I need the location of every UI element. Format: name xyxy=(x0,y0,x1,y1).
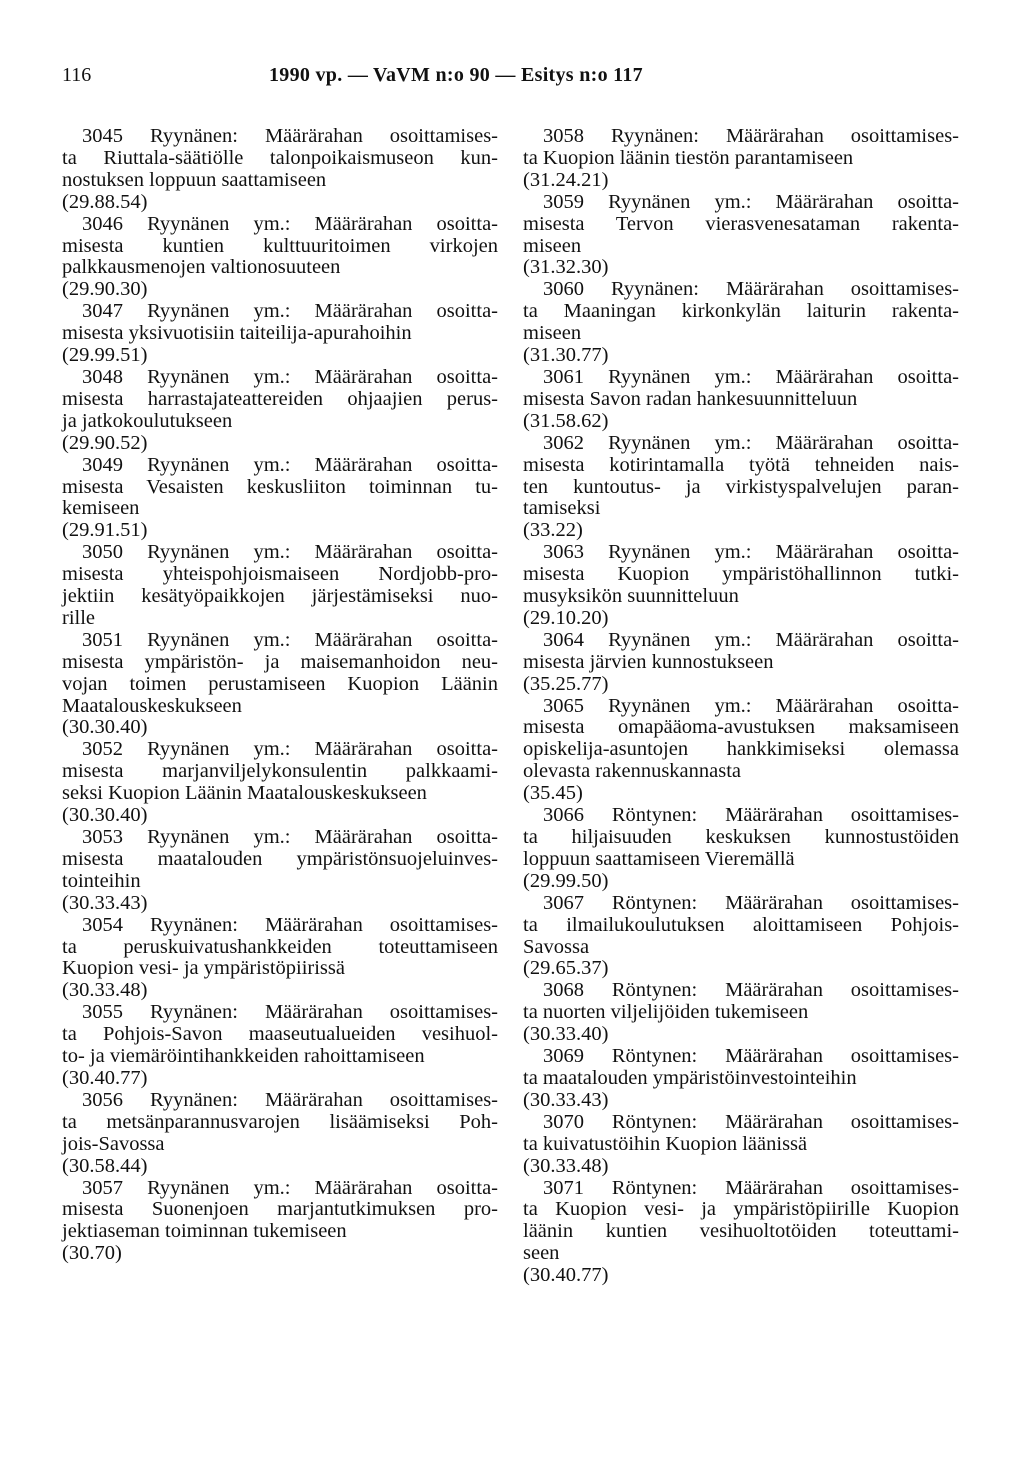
motion-entry xyxy=(523,805,959,893)
motion-text-line: kemiseen xyxy=(62,497,140,520)
motion-text-line: misesta harrastajateattereiden ohjaajien perus- xyxy=(62,387,498,410)
motion-text-line: Maatalouskeskukseen xyxy=(62,694,242,717)
motion-entry xyxy=(62,630,498,740)
motion-text-line: miseen xyxy=(523,234,582,257)
motion-text-line: ta ilmailukoulutuksen aloittamiseen Pohjois- xyxy=(523,913,959,936)
motion-heading-line: 3051 Ryynänen ym.: Määrärahan osoitta- xyxy=(82,628,498,651)
motion-text-line: ja jatkokoulutukseen xyxy=(62,409,233,432)
motion-text-line: misesta Savon radan hankesuunnitteluun xyxy=(523,387,858,410)
budget-code: (30.30.40) xyxy=(62,716,148,739)
budget-code: (31.24.21) xyxy=(523,168,609,191)
motion-entry xyxy=(523,1178,959,1288)
motion-heading-line: 3065 Ryynänen ym.: Määrärahan osoitta- xyxy=(543,694,959,717)
motion-text-line: läänin kuntien vesihuoltotöiden toteuttami- xyxy=(523,1220,959,1243)
budget-code: (29.99.51) xyxy=(62,344,148,367)
budget-code: (29.91.51) xyxy=(62,519,148,542)
budget-code: (30.33.48) xyxy=(62,979,148,1002)
page-header xyxy=(62,64,962,90)
motion-entry xyxy=(523,433,959,543)
motion-entry xyxy=(62,915,498,1003)
budget-code: (35.45) xyxy=(523,782,583,805)
motion-heading-line: 3056 Ryynänen: Määrärahan osoittamises- xyxy=(82,1088,498,1111)
running-head: 1990 vp. — VaVM n:o 90 — Esitys n:o 117 xyxy=(269,64,643,86)
left-column xyxy=(62,126,498,1265)
motion-heading-line: 3047 Ryynänen ym.: Määrärahan osoitta- xyxy=(82,300,498,323)
motion-heading-line: 3046 Ryynänen ym.: Määrärahan osoitta- xyxy=(82,212,498,235)
budget-code: (31.30.77) xyxy=(523,344,609,367)
motion-heading-line: 3052 Ryynänen ym.: Määrärahan osoitta- xyxy=(82,738,498,761)
motion-heading-line: 3049 Ryynänen ym.: Määrärahan osoitta- xyxy=(82,453,498,476)
motion-text-line: tamiseksi xyxy=(523,497,601,520)
motion-text-line: ta Riuttala-säätiölle talonpoikaismuseon kun- xyxy=(62,146,498,169)
motion-text-line: Kuopion vesi- ja ympäristöpiirissä xyxy=(62,957,345,980)
motion-text-line: loppuun saattamiseen Vieremällä xyxy=(523,847,795,870)
motion-text-line: ta Kuopion läänin tiestön parantamiseen xyxy=(523,146,854,169)
motion-text-line: ta Pohjois-Savon maaseutualueiden vesihuol- xyxy=(62,1023,498,1046)
motion-entry xyxy=(62,367,498,455)
budget-code: (30.33.43) xyxy=(62,891,148,914)
motion-text-line: misesta ympäristön- ja maisemanhoidon neu- xyxy=(62,650,498,673)
budget-code: (31.58.62) xyxy=(523,409,609,432)
motion-text-line: tointeihin xyxy=(62,869,141,892)
motion-text-line: ta metsänparannusvarojen lisäämiseksi Poh- xyxy=(62,1110,498,1133)
motion-text-line: jois-Savossa xyxy=(62,1132,165,1155)
motion-heading-line: 3066 Röntynen: Määrärahan osoittamises- xyxy=(543,804,959,827)
budget-code: (30.40.77) xyxy=(523,1264,609,1287)
motion-text-line: misesta maatalouden ympäristönsuojeluinves- xyxy=(62,847,498,870)
motion-heading-line: 3068 Röntynen: Määrärahan osoittamises- xyxy=(543,979,959,1002)
motion-heading-line: 3063 Ryynänen ym.: Määrärahan osoitta- xyxy=(543,541,959,564)
motion-text-line: misesta Tervon vierasvenesataman rakenta- xyxy=(523,212,959,235)
motion-entry xyxy=(523,192,959,280)
motion-text-line: misesta omapääoma-avustuksen maksamiseen xyxy=(523,716,959,739)
motion-text-line: rille xyxy=(62,606,96,629)
motion-heading-line: 3061 Ryynänen ym.: Määrärahan osoitta- xyxy=(543,365,959,388)
motion-text-line: olevasta rakennuskannasta xyxy=(523,760,742,783)
budget-code: (29.99.50) xyxy=(523,869,609,892)
budget-code: (30.58.44) xyxy=(62,1154,148,1177)
motion-heading-line: 3058 Ryynänen: Määrärahan osoittamises- xyxy=(543,125,959,147)
budget-code: (33.22) xyxy=(523,519,583,542)
right-column xyxy=(523,126,959,1287)
motion-heading-line: 3064 Ryynänen ym.: Määrärahan osoitta- xyxy=(543,628,959,651)
motion-heading-line: 3067 Röntynen: Määrärahan osoittamises- xyxy=(543,891,959,914)
budget-code: (30.33.40) xyxy=(523,1023,609,1046)
motion-entry xyxy=(62,455,498,543)
motion-text-line: opiskelija-asuntojen hankkimiseksi olemassa xyxy=(523,738,959,761)
budget-code: (31.32.30) xyxy=(523,256,609,279)
motion-text-line: misesta yhteispohjoismaiseen Nordjobb-pro- xyxy=(62,563,498,586)
motion-text-line: misesta marjanviljelykonsulentin palkkaami- xyxy=(62,760,498,783)
budget-code: (30.70) xyxy=(62,1242,122,1265)
motion-text-line: palkkausmenojen valtionosuuteen xyxy=(62,256,341,279)
motion-entry xyxy=(523,126,959,192)
motion-text-line: ta Kuopion vesi- ja ympäristöpiirille Kuopion xyxy=(523,1198,959,1221)
motion-text-line: to- ja viemäröintihankkeiden rahoittamiseen xyxy=(62,1045,425,1068)
motion-heading-line: 3045 Ryynänen: Määrärahan osoittamises- xyxy=(82,125,498,147)
motion-heading-line: 3057 Ryynänen ym.: Määrärahan osoitta- xyxy=(82,1176,498,1199)
motion-text-line: vojan toimen perustamiseen Kuopion Läänin xyxy=(62,672,498,695)
budget-code: (29.88.54) xyxy=(62,190,148,213)
motion-entry xyxy=(523,1046,959,1112)
page-number: 116 xyxy=(62,64,92,86)
motion-entry xyxy=(523,542,959,630)
motion-entry xyxy=(523,279,959,367)
motion-entry xyxy=(62,542,498,630)
motion-entry xyxy=(523,1112,959,1178)
motion-text-line: seksi Kuopion Läänin Maatalouskeskukseen xyxy=(62,782,427,805)
motion-heading-line: 3050 Ryynänen ym.: Määrärahan osoitta- xyxy=(82,541,498,564)
budget-code: (29.90.30) xyxy=(62,278,148,301)
motion-text-line: ta Maaningan kirkonkylän laiturin rakenta- xyxy=(523,300,959,323)
motion-text-line: misesta järvien kunnostukseen xyxy=(523,650,774,673)
motion-entry xyxy=(62,739,498,827)
budget-code: (29.10.20) xyxy=(523,606,609,629)
motion-text-line: ta hiljaisuuden keskuksen kunnostustöiden xyxy=(523,826,959,848)
motion-text-line: seen xyxy=(523,1242,560,1265)
motion-text-line: misesta kotirintamalla työtä tehneiden nais- xyxy=(523,453,959,476)
motion-text-line: Savossa xyxy=(523,935,590,958)
motion-entry xyxy=(523,367,959,433)
budget-code: (30.33.48) xyxy=(523,1154,609,1177)
motion-heading-line: 3070 Röntynen: Määrärahan osoittamises- xyxy=(543,1110,959,1133)
motion-text-line: misesta kuntien kulttuuritoimen virkojen xyxy=(62,234,498,257)
budget-code: (35.25.77) xyxy=(523,672,609,695)
motion-entry xyxy=(62,827,498,915)
motion-entry xyxy=(62,1002,498,1090)
motion-heading-line: 3054 Ryynänen: Määrärahan osoittamises- xyxy=(82,913,498,936)
motion-heading-line: 3071 Röntynen: Määrärahan osoittamises- xyxy=(543,1176,959,1199)
motion-entry xyxy=(62,126,498,214)
motion-heading-line: 3062 Ryynänen ym.: Määrärahan osoitta- xyxy=(543,431,959,454)
motion-text-line: ta kuivatustöihin Kuopion läänissä xyxy=(523,1132,808,1155)
motion-heading-line: 3053 Ryynänen ym.: Määrärahan osoitta- xyxy=(82,826,498,848)
motion-entry xyxy=(62,1178,498,1266)
motion-heading-line: 3060 Ryynänen: Määrärahan osoittamises- xyxy=(543,278,959,301)
motion-text-line: misesta Vesaisten keskusliiton toiminnan tu- xyxy=(62,475,498,498)
budget-code: (30.30.40) xyxy=(62,804,148,827)
motion-entry xyxy=(523,630,959,696)
budget-code: (29.90.52) xyxy=(62,431,148,454)
motion-entry xyxy=(523,980,959,1046)
motion-text-line: misesta Suonenjoen marjantutkimuksen pro- xyxy=(62,1198,498,1221)
motion-entry xyxy=(62,214,498,302)
budget-code: (30.33.43) xyxy=(523,1088,609,1111)
budget-code: (29.65.37) xyxy=(523,957,609,980)
motion-entry xyxy=(62,301,498,367)
motion-text-line: ten kuntoutus- ja virkistyspalvelujen paran- xyxy=(523,475,959,498)
motion-text-line: ta peruskuivatushankkeiden toteuttamiseen xyxy=(62,935,498,958)
motion-text-line: nostuksen loppuun saattamiseen xyxy=(62,168,327,191)
motion-entry xyxy=(523,893,959,981)
motion-entry xyxy=(62,1090,498,1178)
motion-heading-line: 3048 Ryynänen ym.: Määrärahan osoitta- xyxy=(82,365,498,388)
motion-heading-line: 3055 Ryynänen: Määrärahan osoittamises- xyxy=(82,1001,498,1024)
motion-text-line: ta nuorten viljelijöiden tukemiseen xyxy=(523,1001,809,1024)
motion-text-line: misesta yksivuotisiin taiteilija-apurahoihin xyxy=(62,322,412,345)
motion-heading-line: 3059 Ryynänen ym.: Määrärahan osoitta- xyxy=(543,190,959,213)
motion-text-line: jektiin kesätyöpaikkojen järjestämiseksi nuo- xyxy=(62,585,498,608)
motion-text-line: jektiaseman toiminnan tukemiseen xyxy=(62,1220,347,1243)
motion-heading-line: 3069 Röntynen: Määrärahan osoittamises- xyxy=(543,1045,959,1068)
budget-code: (30.40.77) xyxy=(62,1066,148,1089)
motion-text-line: misesta Kuopion ympäristöhallinnon tutki- xyxy=(523,563,959,586)
motion-text-line: miseen xyxy=(523,322,582,345)
motion-entry xyxy=(523,696,959,806)
motion-text-line: musyksikön suunnitteluun xyxy=(523,585,739,608)
motion-text-line: ta maatalouden ympäristöinvestointeihin xyxy=(523,1066,857,1089)
